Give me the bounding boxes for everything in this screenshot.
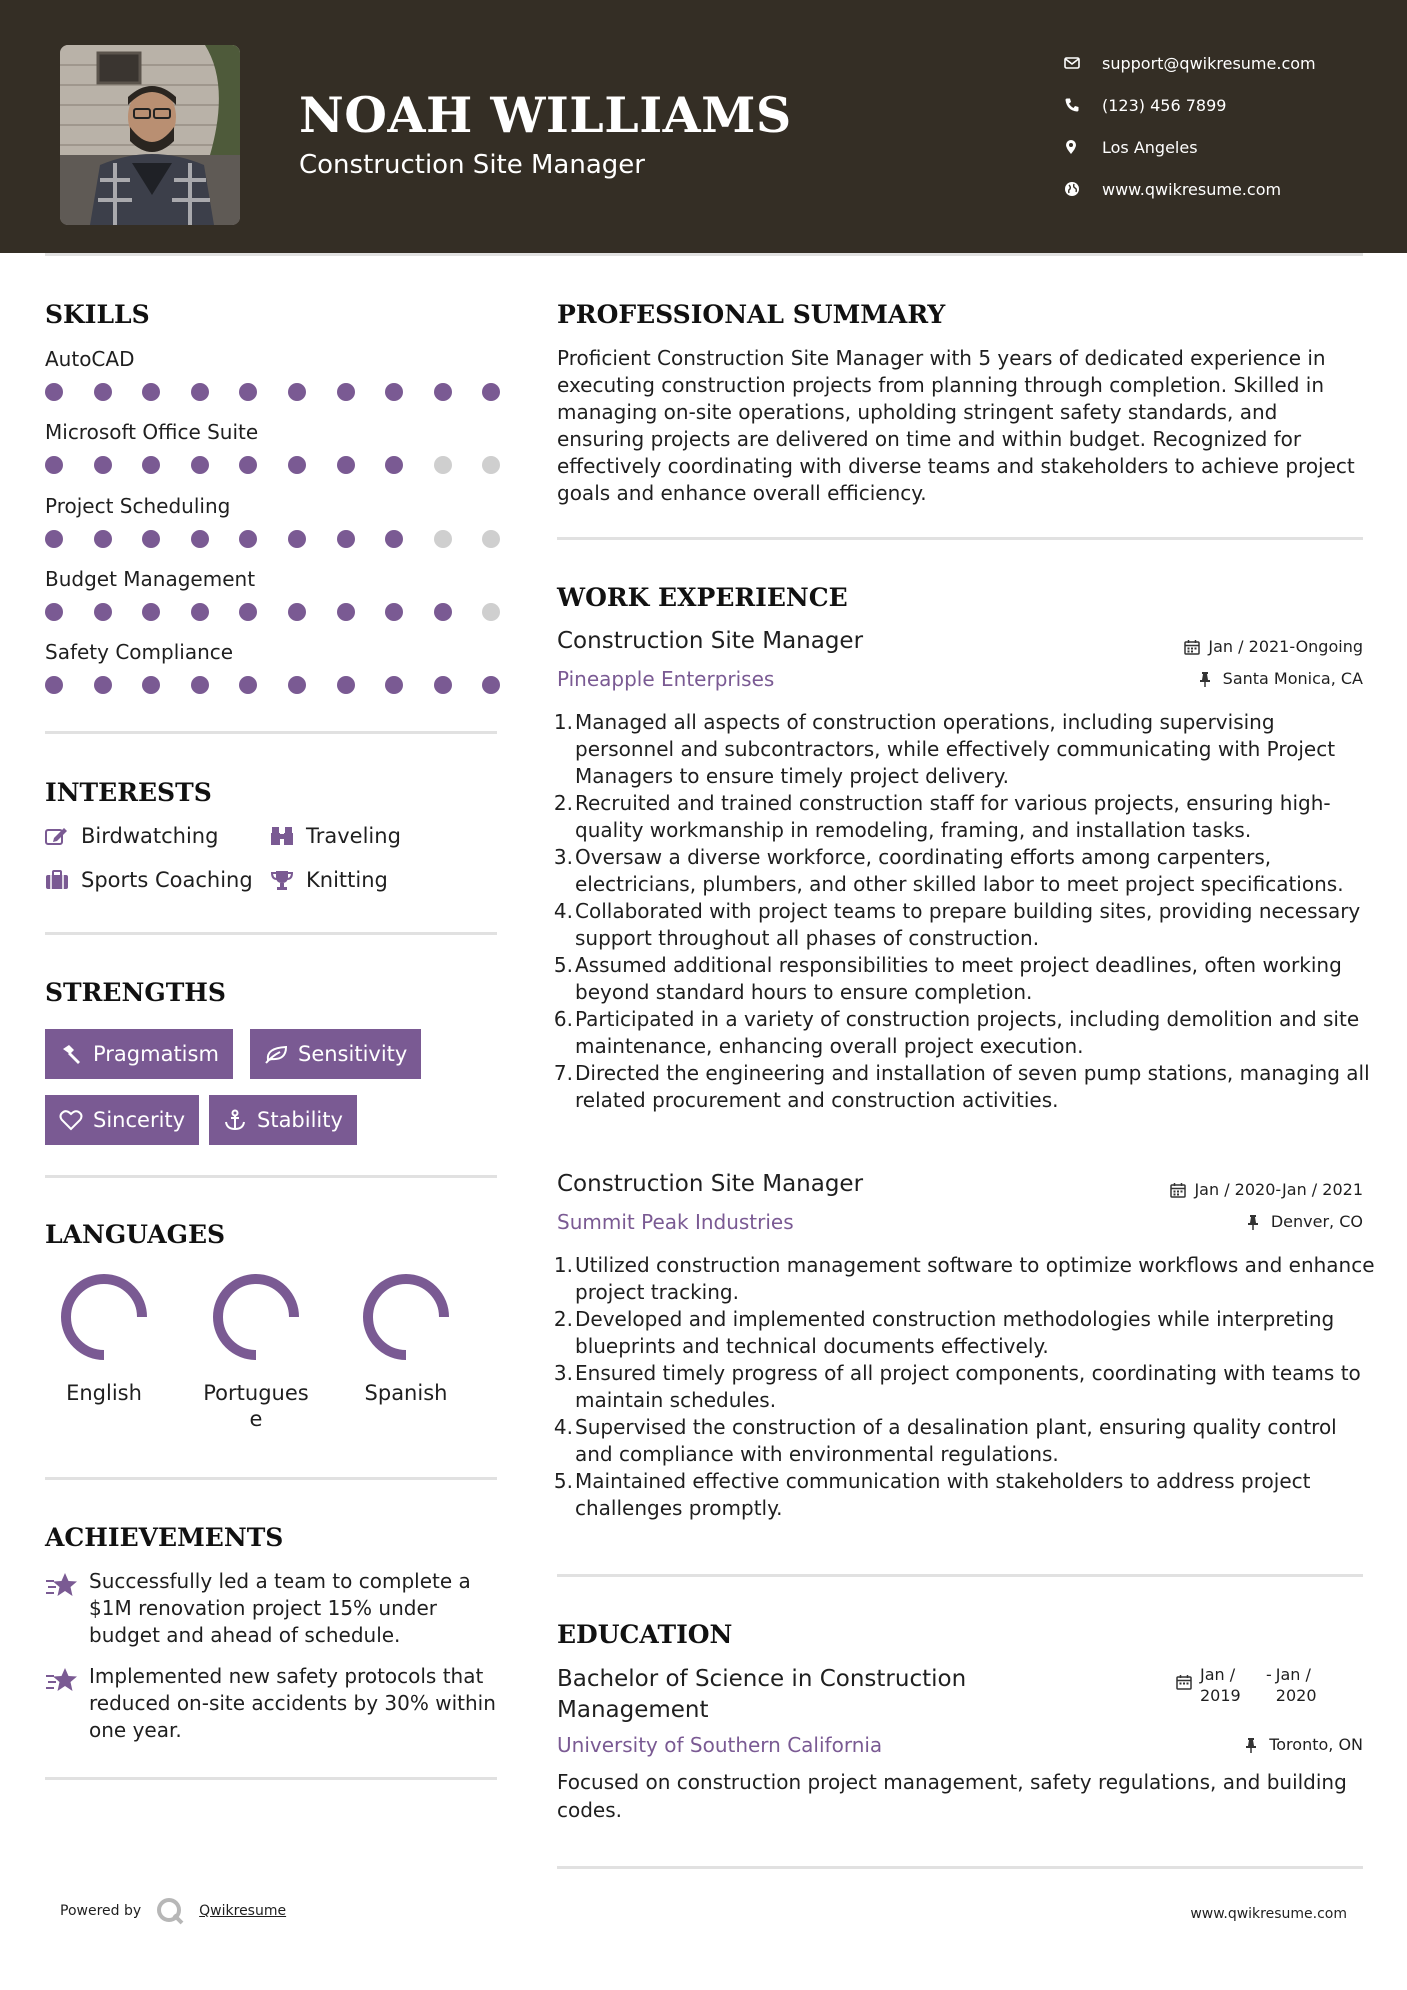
rating-dot-filled: [385, 456, 403, 474]
strength-badge: [45, 1095, 199, 1145]
summary-heading: PROFESSIONAL SUMMARY: [557, 300, 946, 329]
section-divider: [557, 1866, 1363, 1869]
rating-dot-filled: [288, 530, 306, 548]
language-level-ring: [361, 1272, 451, 1362]
language-level-arc: [218, 1279, 294, 1355]
job-dates: [1184, 637, 1363, 656]
location-pin-icon: [1064, 137, 1092, 157]
envelope-icon: [1064, 53, 1092, 73]
footer-url[interactable]: www.qwikresume.com: [1190, 1906, 1347, 1922]
strength-label: Pragmatism: [93, 1042, 219, 1066]
rating-dot-empty: [482, 530, 500, 548]
rating-dot-filled: [142, 456, 160, 474]
strength-label: Sensitivity: [298, 1042, 408, 1066]
interest-item: [270, 824, 401, 848]
education-end: Jan / 2020: [1275, 1665, 1317, 1705]
rating-dot-filled: [385, 603, 403, 621]
pushpin-icon: [1245, 1737, 1261, 1753]
rating-dot-filled: [45, 456, 63, 474]
achievements-heading: ACHIEVEMENTS: [45, 1523, 284, 1552]
calendar-icon: [1170, 1182, 1186, 1198]
rating-dot-empty: [434, 530, 452, 548]
rating-dot-filled: [191, 676, 209, 694]
rating-dot-filled: [142, 676, 160, 694]
rating-dot-filled: [288, 456, 306, 474]
pushpin-icon: [1247, 1214, 1263, 1230]
language-level-arc: [66, 1279, 142, 1355]
contact-email[interactable]: [1064, 42, 1394, 84]
rating-dot-filled: [434, 676, 452, 694]
job-company: Summit Peak Industries: [557, 1210, 794, 1234]
rating-dot-filled: [45, 530, 63, 548]
duty-item: Utilized construction management software to optimize workflows and enhance project tracking.: [575, 1253, 1375, 1304]
job-location: [1199, 669, 1363, 688]
rating-dot-filled: [385, 530, 403, 548]
skill-name: Budget Management: [45, 567, 256, 591]
duty-item: Recruited and trained construction staff for various projects, ensuring high-quality workmanship in remodeling, framing, and installation tasks.: [575, 791, 1331, 842]
language-name: English: [66, 1381, 142, 1405]
rating-dot-filled: [191, 456, 209, 474]
skill-rating: [45, 530, 500, 550]
experience-heading: WORK EXPERIENCE: [557, 583, 848, 612]
education-description: Focused on construction project management, safety regulations, and building codes.: [557, 1770, 1347, 1822]
skill-rating: [45, 603, 500, 623]
rating-dot-filled: [337, 383, 355, 401]
duty-item: Managed all aspects of construction operations, including supervising personnel and subcontractors, while effectively communicating with Project Managers to ensure timely project delivery.: [575, 710, 1336, 788]
rating-dot-filled: [191, 603, 209, 621]
section-divider: [45, 1777, 497, 1780]
duty-item: Participated in a variety of construction projects, including demolition and site maintenance, enhancing overall project execution.: [575, 1007, 1360, 1058]
skill-rating: [45, 456, 500, 476]
strength-badge: [250, 1029, 421, 1079]
rating-dot-filled: [482, 383, 500, 401]
rating-dot-filled: [191, 383, 209, 401]
language-item: [341, 1272, 471, 1406]
contact-email-text: support@qwikresume.com: [1102, 53, 1316, 73]
language-name: Portuguese: [203, 1381, 309, 1431]
section-divider: [45, 1477, 497, 1480]
interest-label: Knitting: [306, 868, 388, 892]
duty-item: Ensured timely progress of all project components, coordinating with teams to maintain schedules.: [575, 1361, 1361, 1412]
rating-dot-filled: [239, 530, 257, 548]
rating-dot-filled: [94, 383, 112, 401]
resume-header: [0, 0, 1407, 253]
strength-label: Sincerity: [93, 1108, 186, 1132]
rating-dot-filled: [142, 530, 160, 548]
job-location: [1247, 1212, 1363, 1231]
rating-dot-filled: [434, 603, 452, 621]
strengths-heading: STRENGTHS: [45, 978, 226, 1007]
rating-dot-filled: [45, 383, 63, 401]
rating-dot-empty: [482, 456, 500, 474]
duty-item: Supervised the construction of a desalination plant, ensuring quality control and compliance with environmental regulations.: [575, 1415, 1337, 1466]
skill-name: Microsoft Office Suite: [45, 420, 259, 444]
rating-dot-filled: [288, 676, 306, 694]
language-item: [39, 1272, 169, 1406]
language-name: Spanish: [364, 1381, 448, 1405]
contact-location: [1064, 126, 1394, 168]
pushpin-icon: [1199, 671, 1215, 687]
rating-dot-filled: [191, 530, 209, 548]
section-divider: [45, 1175, 497, 1178]
job-duties: [557, 709, 1375, 1114]
rating-dot-filled: [288, 603, 306, 621]
anchor-icon: [223, 1108, 247, 1132]
trophy-icon: [270, 869, 296, 891]
section-divider: [557, 537, 1363, 540]
duty-item: Maintained effective communication with stakeholders to address project challenges promptly.: [575, 1469, 1311, 1520]
interest-item: [270, 868, 388, 892]
education-location: [1245, 1735, 1363, 1754]
interest-label: Sports Coaching: [81, 868, 253, 892]
rating-dot-filled: [337, 603, 355, 621]
rating-dot-filled: [482, 676, 500, 694]
education-date-separator: -: [1266, 1665, 1272, 1684]
candidate-name: NOAH WILLIAMS: [299, 86, 792, 144]
pencil-square-icon: [45, 825, 71, 847]
achievement-text: Successfully led a team to complete a $1M renovation project 15% under budget and ahead of schedule.: [89, 1569, 471, 1647]
contact-location-text: Los Angeles: [1102, 137, 1198, 157]
job-dates-text: Jan / 2020-Jan / 2021: [1194, 1180, 1363, 1199]
rating-dot-filled: [385, 676, 403, 694]
rating-dot-filled: [239, 383, 257, 401]
interest-item: [45, 868, 253, 892]
candidate-title: Construction Site Manager: [299, 150, 645, 180]
duty-item: Developed and implemented construction methodologies while interpreting blueprints and technical documents effectively.: [575, 1307, 1335, 1358]
rating-dot-filled: [239, 603, 257, 621]
rating-dot-filled: [94, 456, 112, 474]
rating-dot-filled: [45, 603, 63, 621]
rating-dot-filled: [142, 383, 160, 401]
strength-badge: [45, 1029, 233, 1079]
education-degree: Bachelor of Science in Construction Management: [557, 1666, 967, 1723]
calendar-icon: [1176, 1674, 1192, 1690]
duty-item: Oversaw a diverse workforce, coordinating efforts among carpenters, electricians, plumbers, and other skilled labor to meet project specifications.: [575, 845, 1344, 896]
strength-badge: [209, 1095, 357, 1145]
rating-dot-filled: [337, 456, 355, 474]
briefcase-icon: [45, 869, 71, 891]
section-divider: [45, 932, 497, 935]
qwikresume-logo-icon: [155, 1896, 185, 1926]
strength-label: Stability: [257, 1108, 343, 1132]
interest-label: Birdwatching: [81, 824, 219, 848]
rating-dot-empty: [434, 456, 452, 474]
skill-name: Project Scheduling: [45, 494, 231, 518]
language-level-ring: [211, 1272, 301, 1362]
skills-heading: SKILLS: [45, 300, 150, 329]
achievement-text: Implemented new safety protocols that reduced on-site accidents by 30% within one year.: [89, 1664, 496, 1742]
contact-website-text: www.qwikresume.com: [1102, 179, 1282, 199]
binoculars-icon: [270, 825, 296, 847]
achievement-item: [45, 1568, 500, 1649]
section-divider: [557, 1574, 1363, 1577]
footer-powered-by: [60, 1896, 286, 1926]
job-dates-text: Jan / 2021-Ongoing: [1208, 637, 1363, 656]
rating-dot-empty: [482, 603, 500, 621]
duty-item: Assumed additional responsibilities to meet project deadlines, often working beyond standard hours to ensure completion.: [575, 953, 1342, 1004]
rating-dot-filled: [45, 676, 63, 694]
duty-item: Collaborated with project teams to prepare building sites, providing necessary support throughout all phases of construction.: [575, 899, 1361, 950]
achievement-item: [45, 1663, 500, 1744]
header-divider: [45, 253, 1363, 256]
rating-dot-filled: [94, 530, 112, 548]
star-medal-icon: [45, 1665, 79, 1695]
rating-dot-filled: [337, 530, 355, 548]
job-role: Construction Site Manager: [557, 628, 864, 654]
hammer-icon: [59, 1042, 83, 1066]
job-duties: [557, 1252, 1375, 1522]
contact-list: [1064, 42, 1394, 210]
rating-dot-filled: [434, 383, 452, 401]
star-medal-icon: [45, 1570, 79, 1600]
job-location-text: Denver, CO: [1270, 1212, 1363, 1231]
rating-dot-filled: [94, 603, 112, 621]
qwikresume-link[interactable]: Qwikresume: [199, 1903, 287, 1919]
duty-item: Directed the engineering and installation of seven pump stations, managing all related procurement and construction activities.: [575, 1061, 1370, 1112]
contact-website[interactable]: [1064, 168, 1394, 210]
interest-item: [45, 824, 218, 848]
job-location-text: Santa Monica, CA: [1222, 669, 1363, 688]
education-dates: [1176, 1664, 1328, 1706]
job-dates: [1170, 1180, 1363, 1199]
language-item: [191, 1272, 321, 1432]
globe-icon: [1064, 179, 1092, 199]
rating-dot-filled: [142, 603, 160, 621]
powered-by-text: Powered by: [60, 1903, 142, 1919]
education-start: Jan / 2019: [1200, 1665, 1241, 1705]
skill-rating: [45, 676, 500, 696]
education-heading: EDUCATION: [557, 1620, 733, 1649]
languages-heading: LANGUAGES: [45, 1220, 226, 1249]
rating-dot-filled: [239, 456, 257, 474]
contact-phone[interactable]: [1064, 84, 1394, 126]
education-location-text: Toronto, ON: [1269, 1735, 1363, 1754]
heart-icon: [59, 1108, 83, 1132]
skill-rating: [45, 383, 500, 403]
summary-text: Proficient Construction Site Manager with 5 years of dedicated experience in executing construction projects from planning through completion. Skilled in managing on-site operations, upholding stringent safety standards, and ensuring projects are delivered on time and within budget. Recognized for effectively coordinating with diverse teams and stakeholders to achieve project goals and enhance overall efficiency.: [557, 346, 1355, 505]
rating-dot-filled: [288, 383, 306, 401]
skill-name: Safety Compliance: [45, 640, 234, 664]
language-level-arc: [368, 1279, 444, 1355]
job-role: Construction Site Manager: [557, 1171, 864, 1197]
leaf-icon: [264, 1042, 288, 1066]
profile-photo: [60, 45, 240, 225]
section-divider: [45, 731, 497, 734]
rating-dot-filled: [239, 676, 257, 694]
rating-dot-filled: [385, 383, 403, 401]
rating-dot-filled: [94, 676, 112, 694]
calendar-icon: [1184, 639, 1200, 655]
job-company: Pineapple Enterprises: [557, 667, 775, 691]
phone-icon: [1064, 95, 1092, 115]
interests-heading: INTERESTS: [45, 778, 212, 807]
interest-label: Traveling: [306, 824, 401, 848]
education-school: University of Southern California: [557, 1733, 883, 1757]
skill-name: AutoCAD: [45, 347, 135, 371]
language-level-ring: [59, 1272, 149, 1362]
rating-dot-filled: [337, 676, 355, 694]
contact-phone-text: (123) 456 7899: [1102, 95, 1227, 115]
